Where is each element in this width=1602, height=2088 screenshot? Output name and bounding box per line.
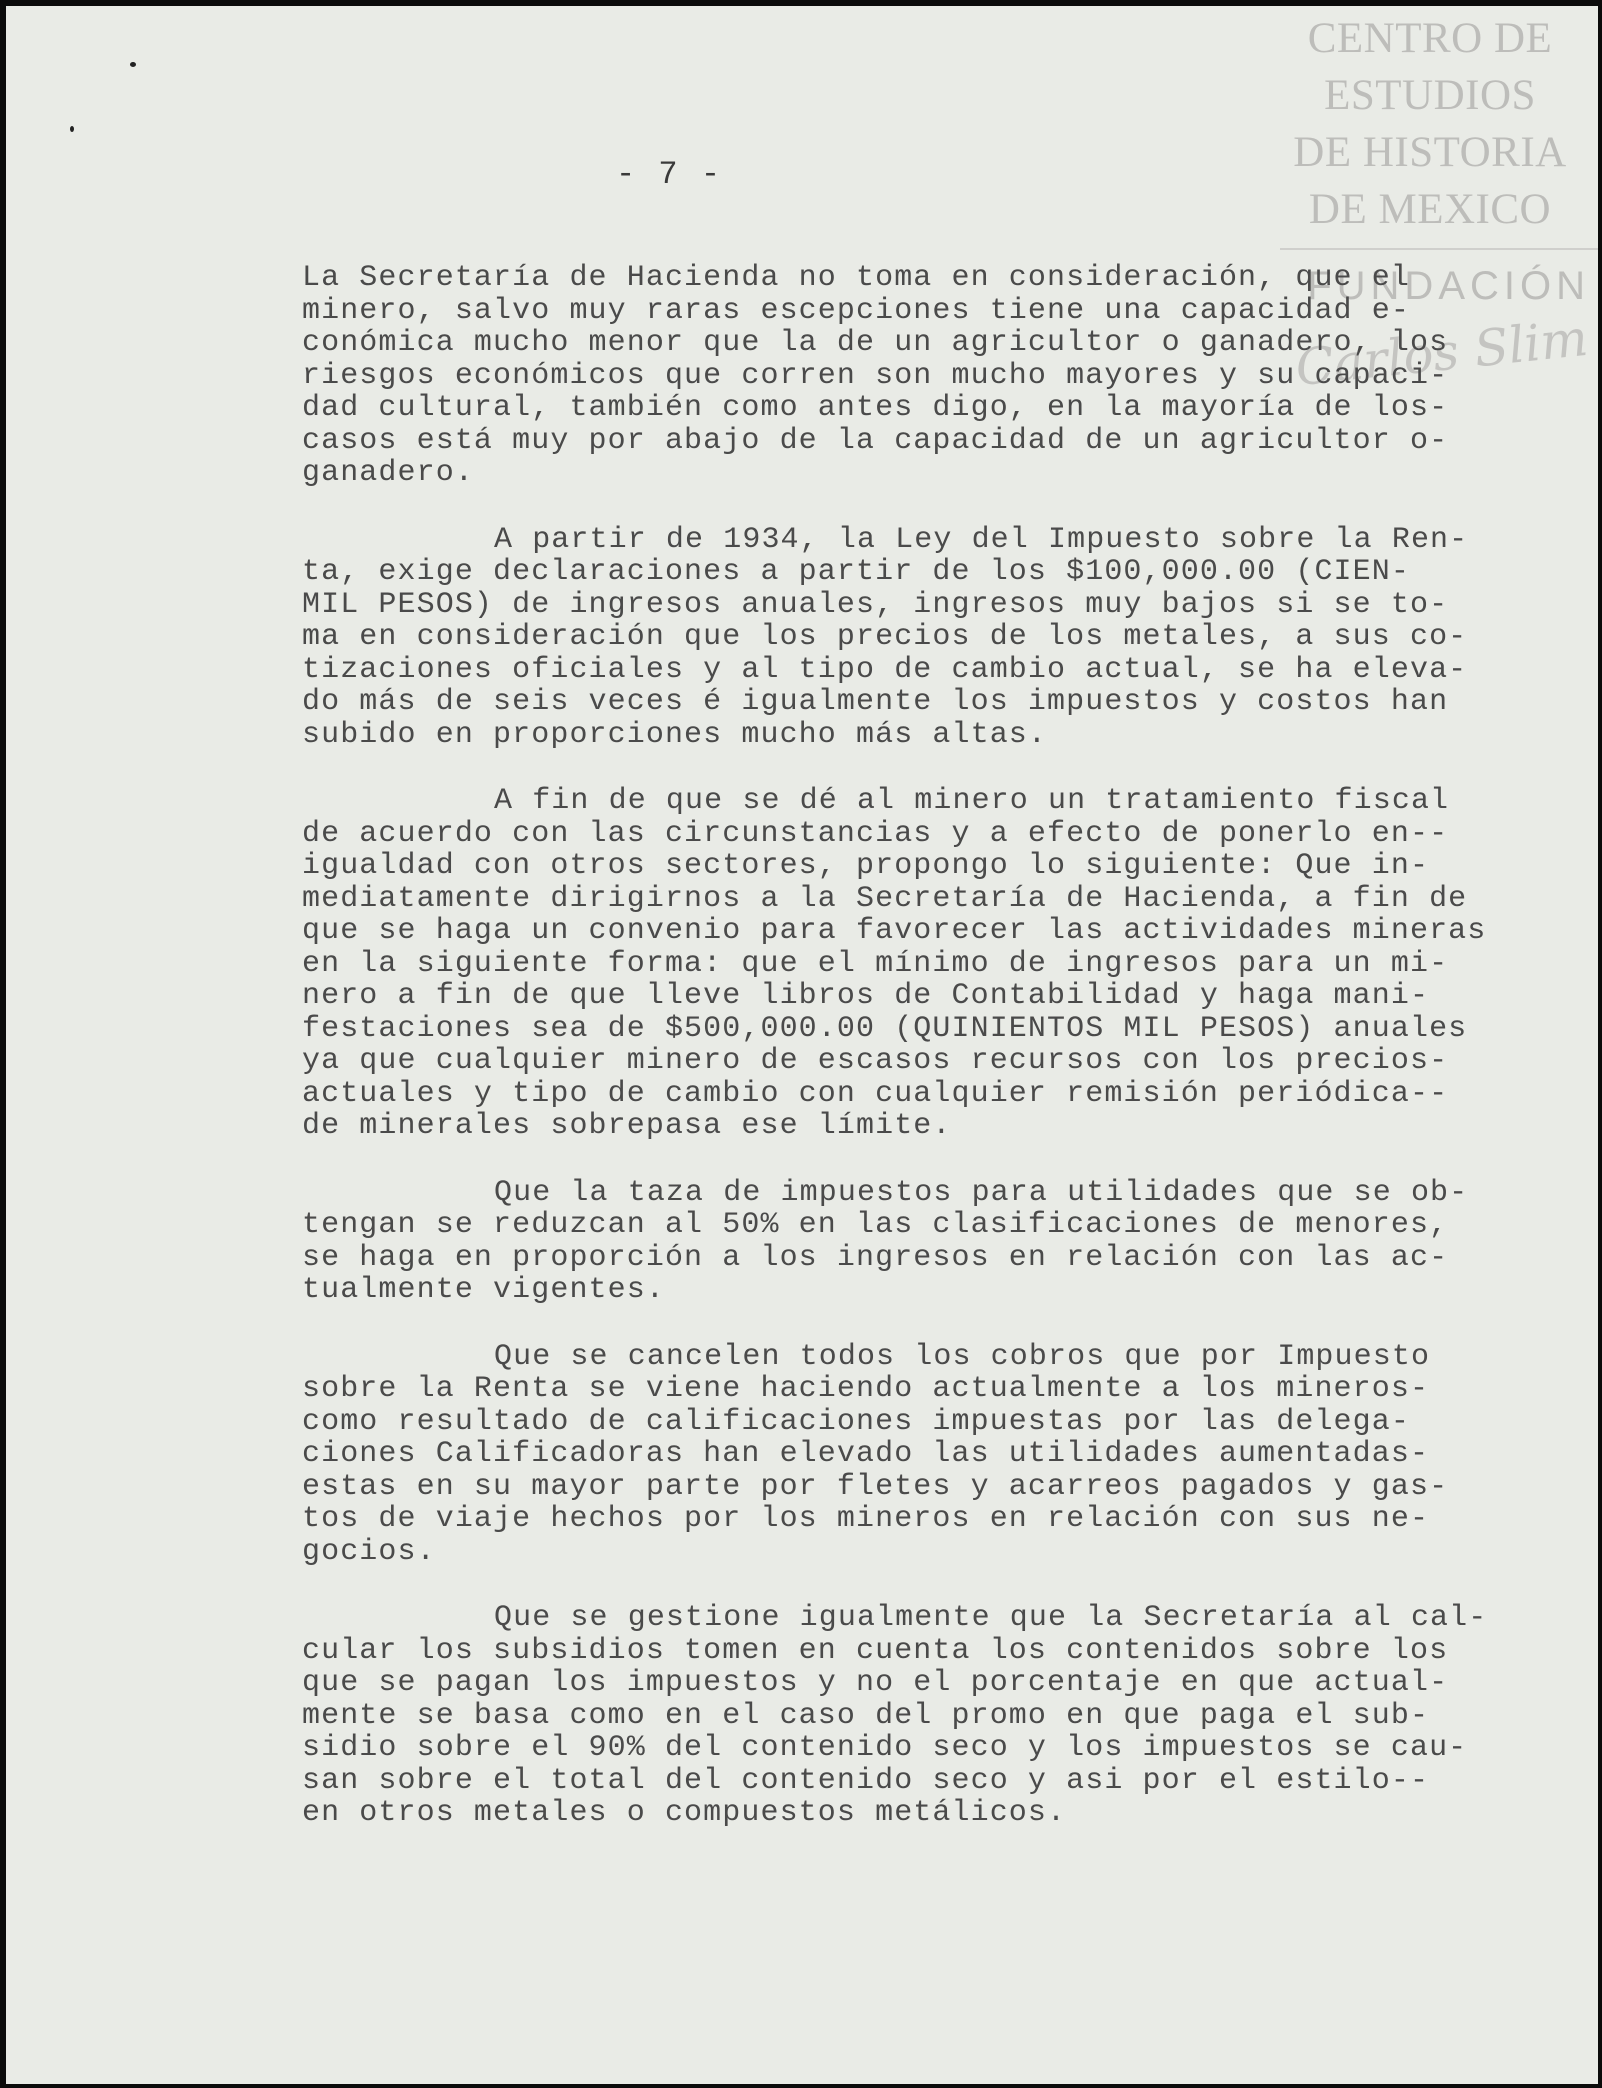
text-line: cular los subsidios tomen en cuenta los contenidos sobre los — [302, 1633, 1449, 1668]
text-line: subido en proporciones mucho más altas. — [302, 717, 1048, 752]
document-body — [302, 261, 1488, 1864]
text-line: ta, exige declaraciones a partir de los $100,000.00 (CIEN- — [302, 555, 1410, 589]
text-line: se haga en proporción a los ingresos en relación con las ac- — [302, 1240, 1449, 1275]
text-line: sidio sobre el 90% del contenido seco y los impuestos se cau- — [302, 1731, 1468, 1765]
text-line: mediatamente dirigirnos a la Secretaría de Hacienda, a fin de — [302, 881, 1468, 916]
text-line: mente se basa como en el caso del promo en que paga el sub- — [302, 1698, 1430, 1733]
text-line: de acuerdo con las circunstancias y a efecto de ponerlo en-- — [302, 816, 1449, 851]
text-line: tizaciones oficiales y al tipo de cambio actual, se ha eleva- — [302, 652, 1468, 687]
watermark-line: DE HISTORIA — [1293, 129, 1567, 176]
text-line: minero, salvo muy raras escepciones tiene una capacidad e- — [302, 293, 1410, 328]
text-line: que se pagan los impuestos y no el porcentaje en que actual- — [302, 1666, 1449, 1700]
page-number: - 7 - — [616, 156, 723, 193]
text-line: nero a fin de que lleve libros de Contabilidad y haga mani- — [302, 979, 1430, 1013]
text-line: A fin de que se dé al minero un tratamiento fiscal — [494, 784, 1450, 818]
text-line: igualdad con otros sectores, propongo lo siguiente: Que in- — [302, 849, 1430, 883]
watermark-divider — [1280, 248, 1598, 250]
text-line: riesgos económicos que corren son mucho mayores y su capaci- — [302, 358, 1449, 393]
text-line: Que la taza de impuestos para utilidades que se ob- — [494, 1175, 1469, 1210]
text-line: casos está muy por abajo de la capacidad de un agricultor o- — [302, 423, 1449, 458]
watermark-line: DE MEXICO — [1308, 186, 1552, 233]
text-line: ma en consideración que los precios de los metales, a sus co- — [302, 620, 1468, 654]
text-line: festaciones sea de $500,000.00 (QUINIENTOS MIL PESOS) anuales — [302, 1011, 1468, 1046]
archive-watermark — [1280, 10, 1580, 238]
signature-watermark: Carlos Slim — [1292, 308, 1591, 398]
paragraph — [302, 524, 1482, 752]
ink-speck — [70, 126, 74, 132]
text-line: ciones Calificadoras han elevado las utilidades aumentadas- — [302, 1437, 1430, 1471]
text-line: A partir de 1934, la Ley del Impuesto sobre la Ren- — [494, 522, 1469, 557]
text-line: Que se gestione igualmente que la Secretaría al cal- — [494, 1601, 1488, 1635]
document-page — [6, 6, 1598, 2084]
text-line: Que se cancelen todos los cobros que por Impuesto — [494, 1339, 1431, 1374]
text-line: como resultado de calificaciones impuestas por las delega- — [302, 1404, 1410, 1439]
text-line: estas en su mayor parte por fletes y acarreos pagados y gas- — [302, 1469, 1449, 1504]
text-line: que se haga un convenio para favorecer las actividades mineras — [302, 914, 1487, 948]
text-line: La Secretaría de Hacienda no toma en consideración, que el — [302, 261, 1410, 295]
foundation-label: FUNDACIÓN — [1307, 264, 1590, 308]
watermark-line: CENTRO DE — [1307, 15, 1553, 62]
text-line: ganadero. — [302, 456, 474, 490]
text-line: san sobre el total del contenido seco y asi por el estilo-- — [302, 1763, 1430, 1798]
paragraph — [302, 1341, 1482, 1569]
text-line: en otros metales o compuestos metálicos. — [302, 1796, 1067, 1830]
ink-speck — [130, 62, 136, 67]
text-line: gocios. — [302, 1534, 436, 1569]
text-line: tengan se reduzcan al 50% en las clasificaciones de menores, — [302, 1208, 1449, 1242]
text-line: MIL PESOS) de ingresos anuales, ingresos muy bajos si se to- — [302, 587, 1449, 622]
text-line: tos de viaje hechos por los mineros en relación con sus ne- — [302, 1502, 1430, 1536]
paragraph — [302, 1177, 1482, 1307]
text-line: ya que cualquier minero de escasos recursos con los precios- — [302, 1044, 1449, 1078]
text-line: sobre la Renta se viene haciendo actualmente a los mineros- — [302, 1372, 1430, 1406]
text-line: de minerales sobrepasa ese límite. — [302, 1109, 952, 1143]
text-line: conómica mucho menor que la de un agricultor o ganadero, los — [302, 326, 1449, 360]
paragraph — [302, 262, 1482, 490]
paragraph — [302, 784, 1487, 1143]
text-line: tualmente vigentes. — [302, 1273, 665, 1307]
text-line: do más de seis veces é igualmente los impuestos y costos han — [302, 685, 1449, 719]
paragraph — [302, 1601, 1488, 1830]
text-line: en la siguiente forma: que el mínimo de ingresos para un mi- — [302, 946, 1449, 981]
text-line: actuales y tipo de cambio con cualquier remisión periódica-- — [302, 1076, 1449, 1111]
text-line: dad cultural, también como antes digo, en la mayoría de los- — [302, 391, 1449, 425]
watermark-line: ESTUDIOS — [1324, 72, 1536, 119]
